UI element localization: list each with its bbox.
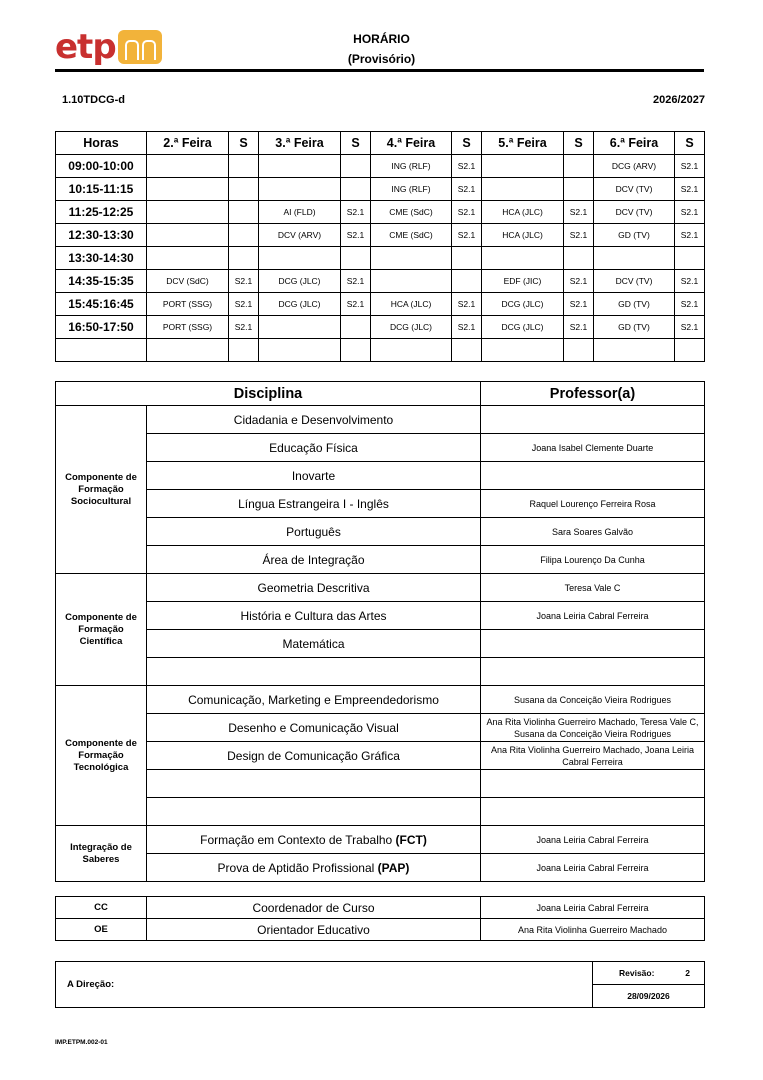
room-cell: S2.1 [341,201,371,224]
room-cell [452,339,482,362]
discipline-row [56,406,705,434]
room-cell [341,178,371,201]
class-cell [259,155,341,178]
time-slot: 13:30-14:30 [56,247,147,270]
class-cell: DCG (JLC) [482,293,564,316]
schedule-table [55,131,705,362]
room-cell [341,247,371,270]
discipline-name [147,574,481,602]
class-cell: DCV (TV) [594,201,675,224]
schedule-column-header: S [675,132,705,155]
class-cell [147,155,229,178]
class-cell: HCA (JLC) [482,201,564,224]
schedule-column-header: 5.ª Feira [482,132,564,155]
room-cell: S2.1 [564,316,594,339]
direction-signature-label: A Direção: [56,962,593,1008]
class-cell: GD (TV) [594,293,675,316]
discipline-name-text: Língua Estrangeira I - Inglês [238,496,389,511]
discipline-row [56,714,705,742]
class-cell [594,339,675,362]
room-cell [229,178,259,201]
discipline-name [147,686,481,714]
schedule-row [56,155,705,178]
revision-number: 2 [685,968,690,978]
header-divider [55,69,704,72]
room-cell [229,224,259,247]
room-cell: S2.1 [675,178,705,201]
room-cell [675,339,705,362]
discipline-name [147,462,481,490]
room-cell: S2.1 [675,270,705,293]
class-cell [147,339,229,362]
discipline-name-text: Área de Integração [262,552,365,567]
class-cell [482,178,564,201]
component-name: Componente de Formação Científica [56,574,147,686]
room-cell: S2.1 [675,316,705,339]
discipline-row [56,462,705,490]
room-cell: S2.1 [452,178,482,201]
discipline-row [56,434,705,462]
schedule-row [56,247,705,270]
teacher-name: Joana Leiria Cabral Ferreira [481,602,705,630]
schedule-row [56,293,705,316]
class-cell: DCG (JLC) [482,316,564,339]
discipline-name-text: Cidadania e Desenvolvimento [233,412,394,427]
room-cell: S2.1 [452,293,482,316]
class-cell: HCA (JLC) [371,293,452,316]
time-slot: 11:25-12:25 [56,201,147,224]
room-cell: S2.1 [452,201,482,224]
time-slot: 12:30-13:30 [56,224,147,247]
class-cell: CME (SdC) [371,224,452,247]
room-cell: S2.1 [229,270,259,293]
teacher-name: Joana Leiria Cabral Ferreira [481,826,705,854]
schedule-column-header: S [452,132,482,155]
schedule-row [56,201,705,224]
room-cell [564,178,594,201]
discipline-name [147,714,481,742]
room-cell [564,339,594,362]
class-cell: PORT (SSG) [147,316,229,339]
teacher-name: Joana Isabel Clemente Duarte [481,434,705,462]
class-cell: DCV (TV) [594,270,675,293]
disciplines-header-row [56,382,705,406]
class-code: 1.10TDCG-d [62,94,125,106]
schedule-column-header: 4.ª Feira [371,132,452,155]
room-cell: S2.1 [564,270,594,293]
role-name: Coordenador de Curso [147,897,481,919]
class-cell [147,247,229,270]
discipline-name-text: Desenho e Comunicação Visual [228,720,399,735]
class-cell: ING (RLF) [371,178,452,201]
time-slot: 15:45:16:45 [56,293,147,316]
room-cell: S2.1 [675,224,705,247]
logo-text: etp [55,27,116,67]
discipline-name [147,658,481,686]
class-cell: AI (FLD) [259,201,341,224]
discipline-row [56,826,705,854]
class-cell [147,224,229,247]
role-row [56,919,705,941]
schedule-header-row [56,132,705,155]
discipline-name-text: História e Cultura das Artes [240,608,387,623]
room-cell: S2.1 [452,316,482,339]
document-subtitle: (Provisório) [347,52,416,66]
discipline-row [56,630,705,658]
revision-date: 28/09/2026 [593,985,705,1008]
class-cell [259,247,341,270]
role-person: Joana Leiria Cabral Ferreira [481,897,705,919]
discipline-column-header: Disciplina [56,382,481,406]
teacher-column-header: Professor(a) [481,382,705,406]
time-slot: 09:00-10:00 [56,155,147,178]
class-cell: HCA (JLC) [482,224,564,247]
class-cell [482,247,564,270]
class-cell: DCG (ARV) [594,155,675,178]
class-cell [259,178,341,201]
discipline-row [56,602,705,630]
teacher-name [481,406,705,434]
discipline-name [147,602,481,630]
role-code: CC [56,897,147,919]
schedule-column-header: 3.ª Feira [259,132,341,155]
class-cell [482,339,564,362]
time-slot: 16:50-17:50 [56,316,147,339]
teacher-name: Raquel Lourenço Ferreira Rosa [481,490,705,518]
room-cell: S2.1 [564,224,594,247]
discipline-name [147,434,481,462]
class-cell [259,316,341,339]
room-cell [564,155,594,178]
room-cell: S2.1 [675,201,705,224]
class-cell: CME (SdC) [371,201,452,224]
schedule-column-header: Horas [56,132,147,155]
class-cell [482,155,564,178]
schedule-row [56,270,705,293]
room-cell [341,316,371,339]
discipline-row [56,798,705,826]
room-cell [564,247,594,270]
component-name: Componente de Formação Sociocultural [56,406,147,574]
time-slot [56,339,147,362]
class-cell: GD (TV) [594,224,675,247]
form-code: IMP.ETPM.002-01 [55,1039,108,1046]
discipline-row [56,518,705,546]
room-cell: S2.1 [341,224,371,247]
role-name: Orientador Educativo [147,919,481,941]
room-cell: S2.1 [564,293,594,316]
class-cell [147,201,229,224]
class-cell [147,178,229,201]
roles-table [55,896,705,941]
discipline-name-text: Geometria Descritiva [257,580,370,595]
schedule-row [56,178,705,201]
room-cell [452,247,482,270]
room-cell [229,201,259,224]
class-cell [371,270,452,293]
room-cell: S2.1 [675,155,705,178]
teacher-name [481,462,705,490]
document-title: HORÁRIO [353,32,410,46]
class-cell [371,247,452,270]
teacher-name: Teresa Vale C [481,574,705,602]
schedule-row [56,339,705,362]
teacher-name: Susana da Conceição Vieira Rodrigues [481,686,705,714]
room-cell [675,247,705,270]
discipline-row [56,490,705,518]
schedule-row [56,224,705,247]
school-logo [55,24,162,70]
component-name: Integração de Saberes [56,826,147,882]
class-cell: GD (TV) [594,316,675,339]
discipline-name [147,854,481,882]
discipline-name [147,798,481,826]
room-cell [229,155,259,178]
class-cell: ING (RLF) [371,155,452,178]
room-cell: S2.1 [341,293,371,316]
role-person: Ana Rita Violinha Guerreiro Machado [481,919,705,941]
discipline-row [56,742,705,770]
teacher-name [481,798,705,826]
discipline-name-text: Comunicação, Marketing e Empreendedorismo [188,692,439,707]
school-year: 2026/2027 [653,94,705,106]
signature-table [55,961,705,1008]
discipline-row [56,574,705,602]
discipline-row [56,770,705,798]
discipline-row [56,854,705,882]
room-cell: S2.1 [341,270,371,293]
discipline-name-text: Inovarte [291,468,336,483]
room-cell: S2.1 [229,316,259,339]
teacher-name: Sara Soares Galvão [481,518,705,546]
time-slot: 10:15-11:15 [56,178,147,201]
discipline-name-text: Educação Física [269,440,358,455]
class-cell: DCV (SdC) [147,270,229,293]
class-cell [259,339,341,362]
class-cell: DCG (JLC) [371,316,452,339]
discipline-name [147,630,481,658]
discipline-acronym: (PAP) [377,860,410,875]
role-row [56,897,705,919]
discipline-name [147,490,481,518]
schedule-column-header: S [341,132,371,155]
discipline-name [147,742,481,770]
room-cell [452,270,482,293]
role-code: OE [56,919,147,941]
schedule-column-header: 6.ª Feira [594,132,675,155]
schedule-column-header: S [229,132,259,155]
discipline-name [147,826,481,854]
discipline-name-text: Design de Comunicação Gráfica [227,748,400,763]
room-cell [341,155,371,178]
room-cell [229,339,259,362]
discipline-row [56,658,705,686]
class-cell: DCG (JLC) [259,270,341,293]
teacher-name: Joana Leiria Cabral Ferreira [481,854,705,882]
room-cell: S2.1 [452,224,482,247]
discipline-name [147,770,481,798]
revision-cell [593,962,705,985]
discipline-name-text: Português [286,524,341,539]
teacher-name [481,658,705,686]
room-cell [229,247,259,270]
room-cell: S2.1 [675,293,705,316]
teacher-name [481,770,705,798]
class-cell: DCV (TV) [594,178,675,201]
room-cell [341,339,371,362]
schedule-row [56,316,705,339]
revision-label: Revisão: [619,968,655,978]
discipline-acronym: (FCT) [395,832,427,847]
class-cell [371,339,452,362]
class-cell: PORT (SSG) [147,293,229,316]
teacher-name: Ana Rita Violinha Guerreiro Machado, Teresa Vale C, Susana da Conceição Vieira Rodrigues [481,714,705,742]
logo-building-icon [118,30,162,64]
disciplines-table [55,381,705,882]
room-cell: S2.1 [564,201,594,224]
class-cell: DCG (JLC) [259,293,341,316]
discipline-name-text: Prova de Aptidão Profissional [217,860,378,875]
schedule-column-header: S [564,132,594,155]
component-name: Componente de Formação Tecnológica [56,686,147,826]
discipline-row [56,546,705,574]
discipline-row [56,686,705,714]
room-cell: S2.1 [229,293,259,316]
class-cell: DCV (ARV) [259,224,341,247]
schedule-column-header: 2.ª Feira [147,132,229,155]
discipline-name-text: Formação em Contexto de Trabalho [200,832,396,847]
discipline-name [147,546,481,574]
teacher-name: Filipa Lourenço Da Cunha [481,546,705,574]
discipline-name-text: Matemática [282,636,345,651]
discipline-name [147,406,481,434]
class-cell: EDF (JIC) [482,270,564,293]
class-cell [594,247,675,270]
room-cell: S2.1 [452,155,482,178]
teacher-name [481,630,705,658]
teacher-name: Ana Rita Violinha Guerreiro Machado, Joana Leiria Cabral Ferreira [481,742,705,770]
discipline-name [147,518,481,546]
time-slot: 14:35-15:35 [56,270,147,293]
